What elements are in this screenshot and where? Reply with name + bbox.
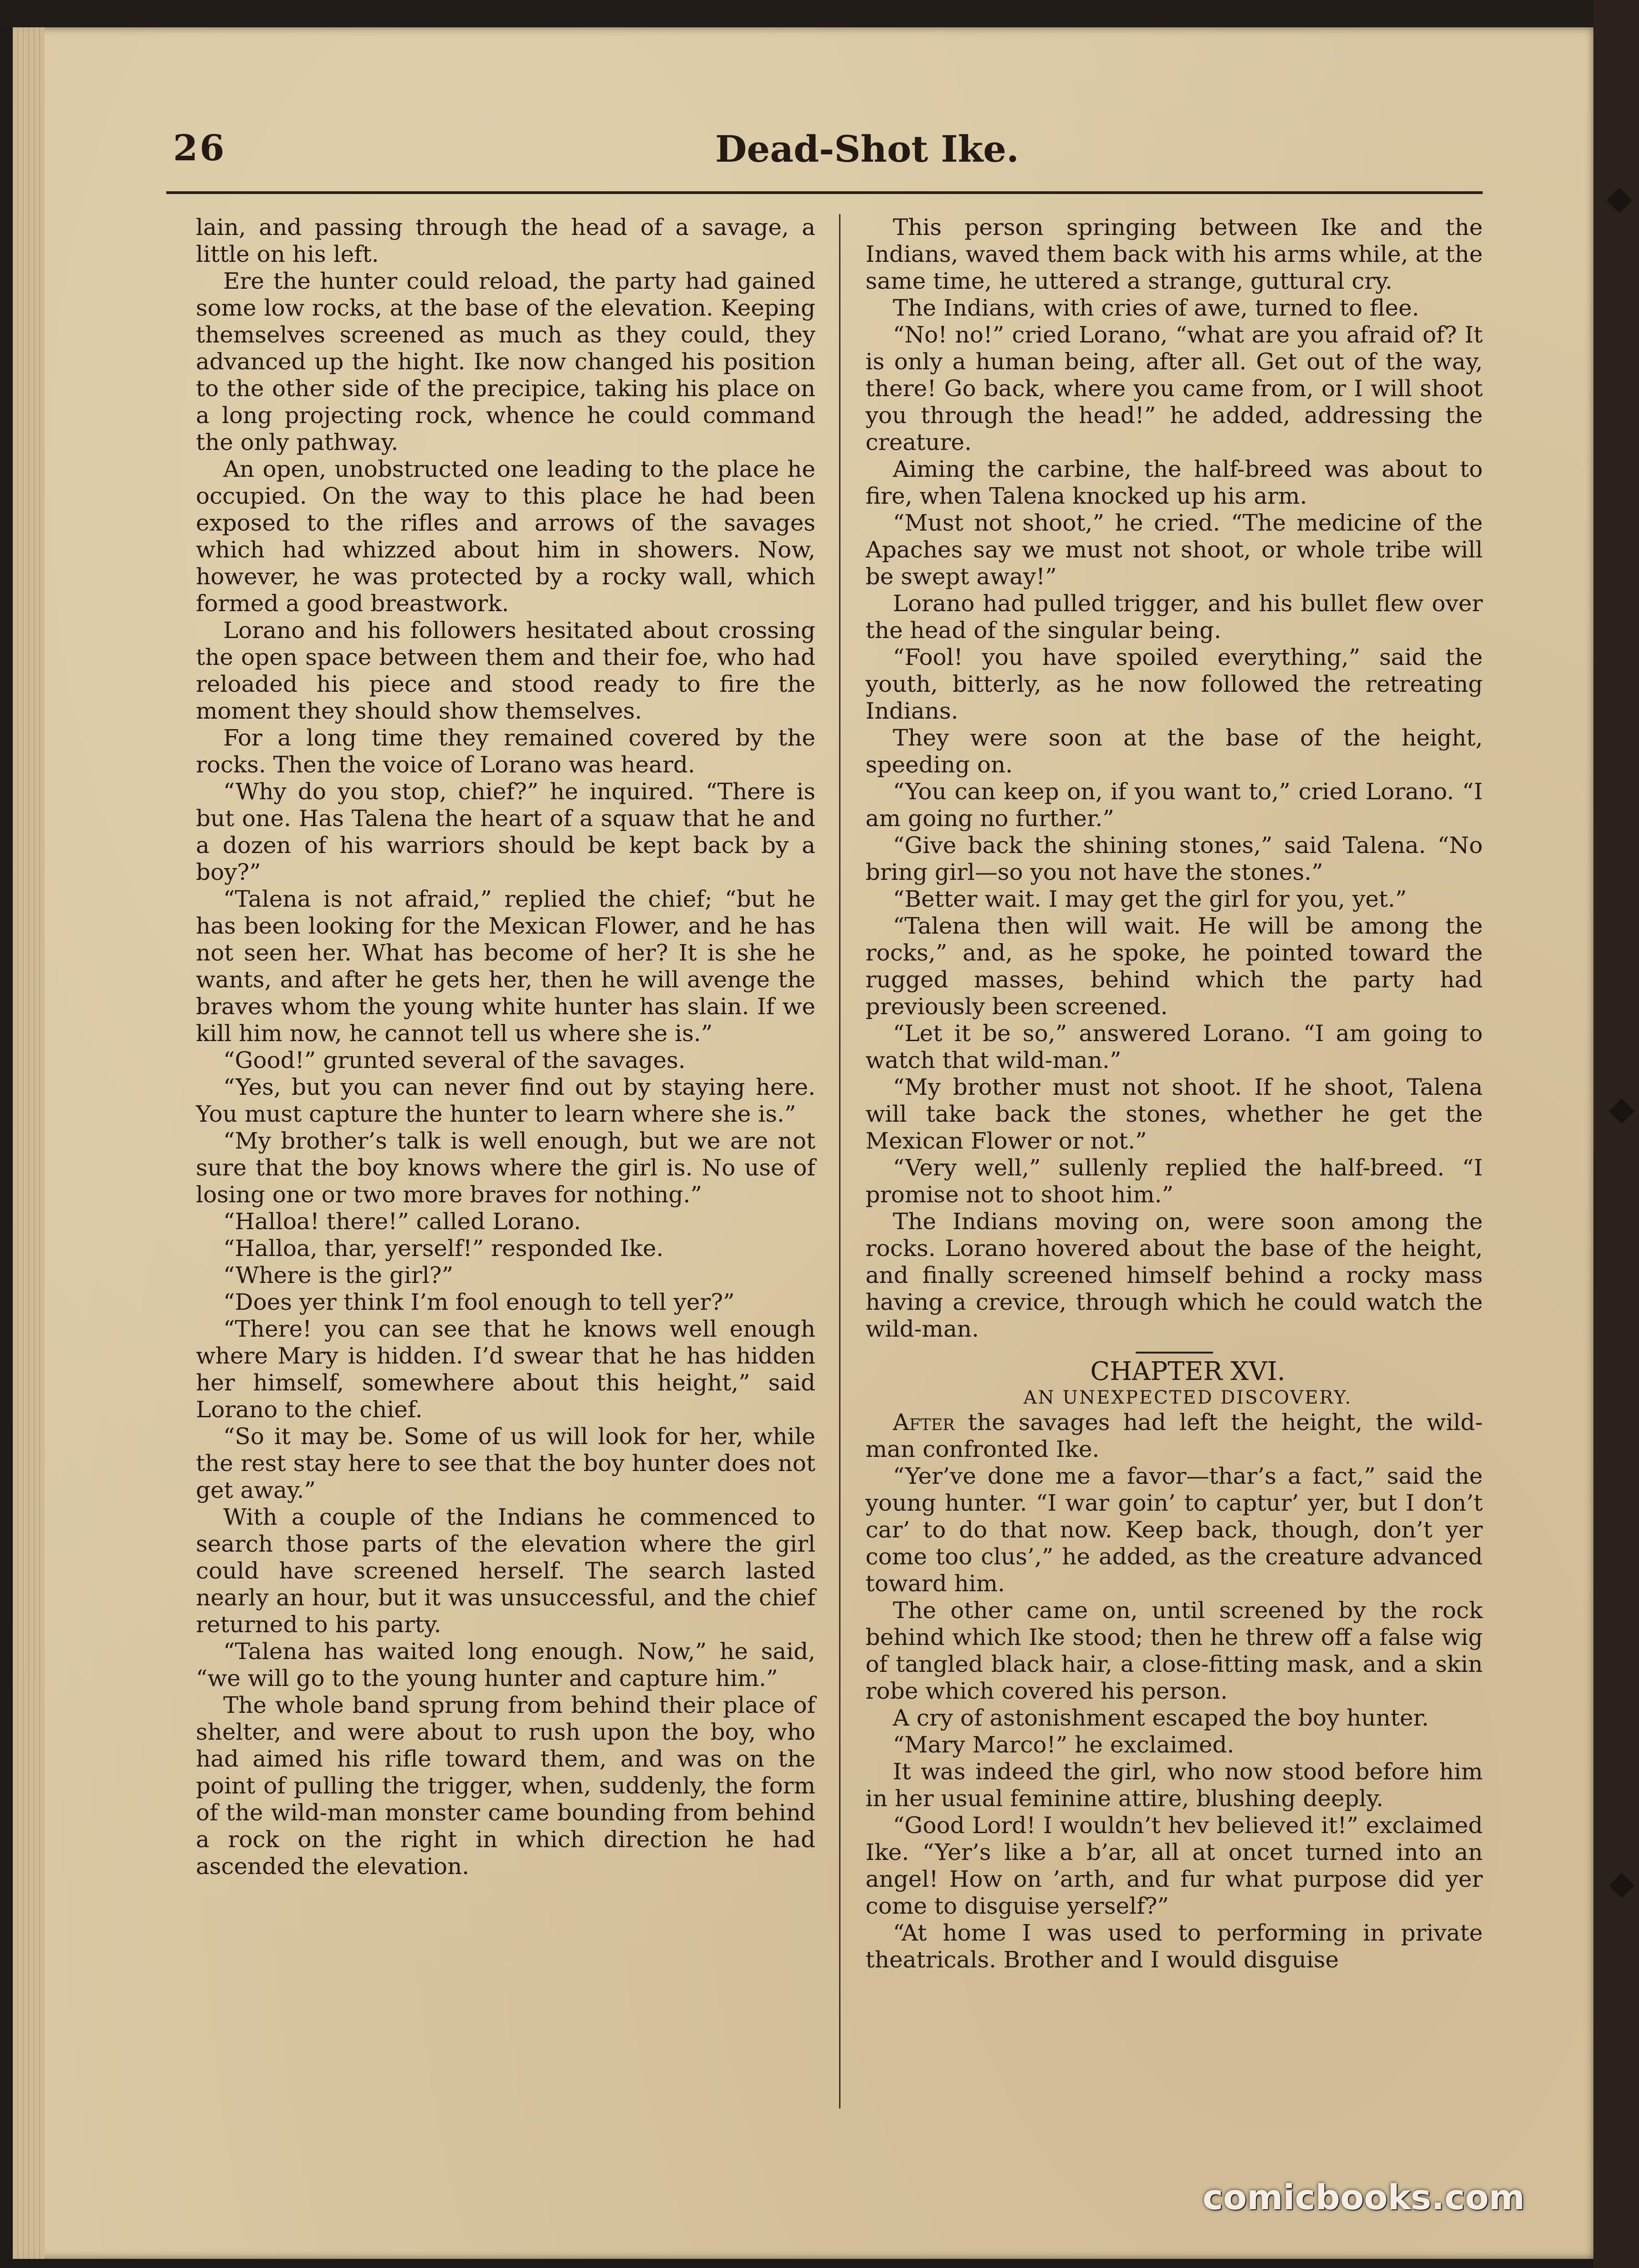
- right-column-after-chapter: [866, 1463, 1483, 1973]
- paragraph: “Yes, but you can never find out by staying here. You must capture the hunter to learn where she is.”: [196, 1074, 815, 1127]
- paragraph: “Where is the girl?”: [223, 1262, 454, 1288]
- paragraph: “Better wait. I may get the girl for you, yet.”: [893, 886, 1407, 912]
- paragraph: “My brother must not shoot. If he shoot, Talena will take back the stones, whether he get the Mexican Flower or not.”: [866, 1074, 1483, 1154]
- paragraph: The Indians moving on, were soon among the rocks. Lorano hovered about the base of the height, and finally screened himself behind a rocky mass having a crevice, through which he could watch the wild-man.: [866, 1208, 1483, 1342]
- paragraph: They were soon at the base of the height, speeding on.: [866, 725, 1483, 778]
- paragraph: “Good!” grunted several of the savages.: [223, 1047, 686, 1073]
- paragraph: “So it may be. Some of us will look for her, while the rest stay here to see that the boy hunter does not get away.”: [196, 1423, 815, 1503]
- chapter-opening-paragraph: [866, 1409, 1483, 1463]
- background-top-edge: [0, 0, 1639, 27]
- page-header: [173, 128, 1494, 182]
- paragraph: “Does yer think I’m fool enough to tell yer?”: [223, 1289, 735, 1315]
- left-column: [196, 214, 815, 1880]
- paragraph: “My brother’s talk is well enough, but we are not sure that the boy knows where the girl is. No use of losing one or two more braves for nothing.”: [196, 1128, 815, 1208]
- chapter-lead-word: After: [893, 1409, 955, 1435]
- paragraph: For a long time they remained covered by the rocks. Then the voice of Lorano was heard.: [196, 725, 815, 778]
- paragraph: “Good Lord! I wouldn’t hev believed it!” exclaimed Ike. “Yer’s like a b’ar, all at oncet turned into an angel! How on ’arth, and fur what purpose did yer come to disguise yerself?”: [866, 1812, 1483, 1919]
- site-watermark: comicbooks.com: [1203, 2177, 1525, 2217]
- paragraph: “No! no!” cried Lorano, “what are you afraid of? It is only a human being, after all. Get out of the way, there! Go back, where you came from, or I will shoot you through the head!” he added, addressing the creature.: [866, 322, 1483, 455]
- chapter-lead-rest: the savages had left the height, the wild-man confronted Ike.: [866, 1409, 1483, 1462]
- paragraph: “Fool! you have spoiled everything,” said the youth, bitterly, as he now followed the retreating Indians.: [866, 644, 1483, 724]
- paragraph: “At home I was used to performing in private theatricals. Brother and I would disguise: [866, 1920, 1483, 1973]
- paragraph: lain, and passing through the head of a savage, a little on his left.: [196, 214, 815, 267]
- paragraph: “Mary Marco!” he exclaimed.: [893, 1732, 1234, 1758]
- paragraph: “Halloa, thar, yerself!” responded Ike.: [223, 1235, 664, 1262]
- paragraph: Ere the hunter could reload, the party had gained some low rocks, at the base of the elevation. Keeping themselves screened as much as they could, they advanced up the hight. Ike now changed his position to the other side of the precipice, taking his place on a long projecting rock, whence he could command the only pathway.: [196, 268, 815, 455]
- paragraph: “Give back the shining stones,” said Talena. “No bring girl—so you not have the stones.”: [866, 832, 1483, 885]
- header-rule: [166, 191, 1483, 194]
- paragraph: The other came on, until screened by the rock behind which Ike stood; then he threw off a false wig of tangled black hair, a close-fitting mask, and a skin robe which covered his person.: [866, 1597, 1483, 1704]
- paragraph: With a couple of the Indians he commenced to search those parts of the elevation where the girl could have screened herself. The search lasted nearly an hour, but it was unsuccessful, and the chief returned to his party.: [196, 1504, 815, 1638]
- paragraph: Aiming the carbine, the half-breed was about to fire, when Talena knocked up his arm.: [866, 456, 1483, 509]
- paragraph: The whole band sprung from behind their place of shelter, and were about to rush upon the boy, who had aimed his rifle toward them, and was on the point of pulling the trigger, when, suddenly, the form of the wild-man monster came bounding from behind a rock on the right in which direction he had ascended the elevation.: [196, 1692, 815, 1880]
- paragraph: “Let it be so,” answered Lorano. “I am going to watch that wild-man.”: [866, 1020, 1483, 1073]
- paragraph: “Must not shoot,” he cried. “The medicine of the Apaches say we must not shoot, or whole tribe will be swept away!”: [866, 510, 1483, 590]
- paragraph: “Halloa! there!” called Lorano.: [223, 1208, 581, 1235]
- paragraph: Lorano and his followers hesitated about crossing the open space between them and their foe, who had reloaded his piece and stood ready to fire the moment they should show themselves.: [196, 617, 815, 724]
- chapter-rule: [1136, 1352, 1213, 1354]
- running-title: Dead-Shot Ike.: [715, 128, 1019, 170]
- chapter-subtitle: AN UNEXPECTED DISCOVERY.: [1023, 1387, 1352, 1408]
- paragraph: “You can keep on, if you want to,” cried Lorano. “I am going no further.”: [866, 778, 1483, 832]
- paragraph: “Why do you stop, chief?” he inquired. “There is but one. Has Talena the heart of a squaw that he and a dozen of his warriors should be kept back by a boy?”: [196, 778, 815, 885]
- column-divider: [839, 214, 840, 2109]
- paragraph: An open, unobstructed one leading to the place he occupied. On the way to this place he had been exposed to the rifles and arrows of the savages which had whizzed about him in showers. Now, however, he was protected by a rocky wall, which formed a good breastwork.: [196, 456, 815, 617]
- page-number: 26: [173, 128, 226, 169]
- background-right-edge: [1593, 0, 1639, 2268]
- paragraph: “There! you can see that he knows well enough where Mary is hidden. I’d swear that he has hidden her himself, somewhere about this height,” said Lorano to the chief.: [196, 1316, 815, 1423]
- paragraph: “Talena is not afraid,” replied the chief; “but he has been looking for the Mexican Flower, and he has not seen her. What has become of her? It is she he wants, and after he gets her, then he will avenge the braves whom the young white hunter has slain. If we kill him now, he cannot tell us where she is.”: [196, 886, 815, 1047]
- paragraph: “Yer’ve done me a favor—thar’s a fact,” said the young hunter. “I war goin’ to captur’ yer, but I don’t car’ to do that now. Keep back, though, don’t yer come too clus’,” he added, as the creature advanced toward him.: [866, 1463, 1483, 1597]
- paragraph: The Indians, with cries of awe, turned to flee.: [893, 295, 1419, 321]
- right-column: [866, 214, 1483, 1973]
- paragraph: Lorano had pulled trigger, and his bullet flew over the head of the singular being.: [866, 590, 1483, 644]
- page-stack-edges: [13, 27, 45, 2259]
- right-column-before-chapter: [866, 214, 1483, 1343]
- paragraph: “Talena then will wait. He will be among the rocks,” and, as he spoke, he pointed toward the rugged masses, behind which the party had previously been screened.: [866, 913, 1483, 1020]
- paragraph: “Talena has waited long enough. Now,” he said, “we will go to the young hunter and capture him.”: [196, 1638, 815, 1691]
- chapter-title: CHAPTER XVI.: [1090, 1357, 1286, 1386]
- paragraph: It was indeed the girl, who now stood before him in her usual feminine attire, blushing deeply.: [866, 1758, 1483, 1812]
- paragraph: This person springing between Ike and the Indians, waved them back with his arms while, at the same time, he uttered a strange, guttural cry.: [866, 214, 1483, 294]
- paragraph: A cry of astonishment escaped the boy hunter.: [893, 1705, 1429, 1731]
- paragraph: “Very well,” sullenly replied the half-breed. “I promise not to shoot him.”: [866, 1154, 1483, 1208]
